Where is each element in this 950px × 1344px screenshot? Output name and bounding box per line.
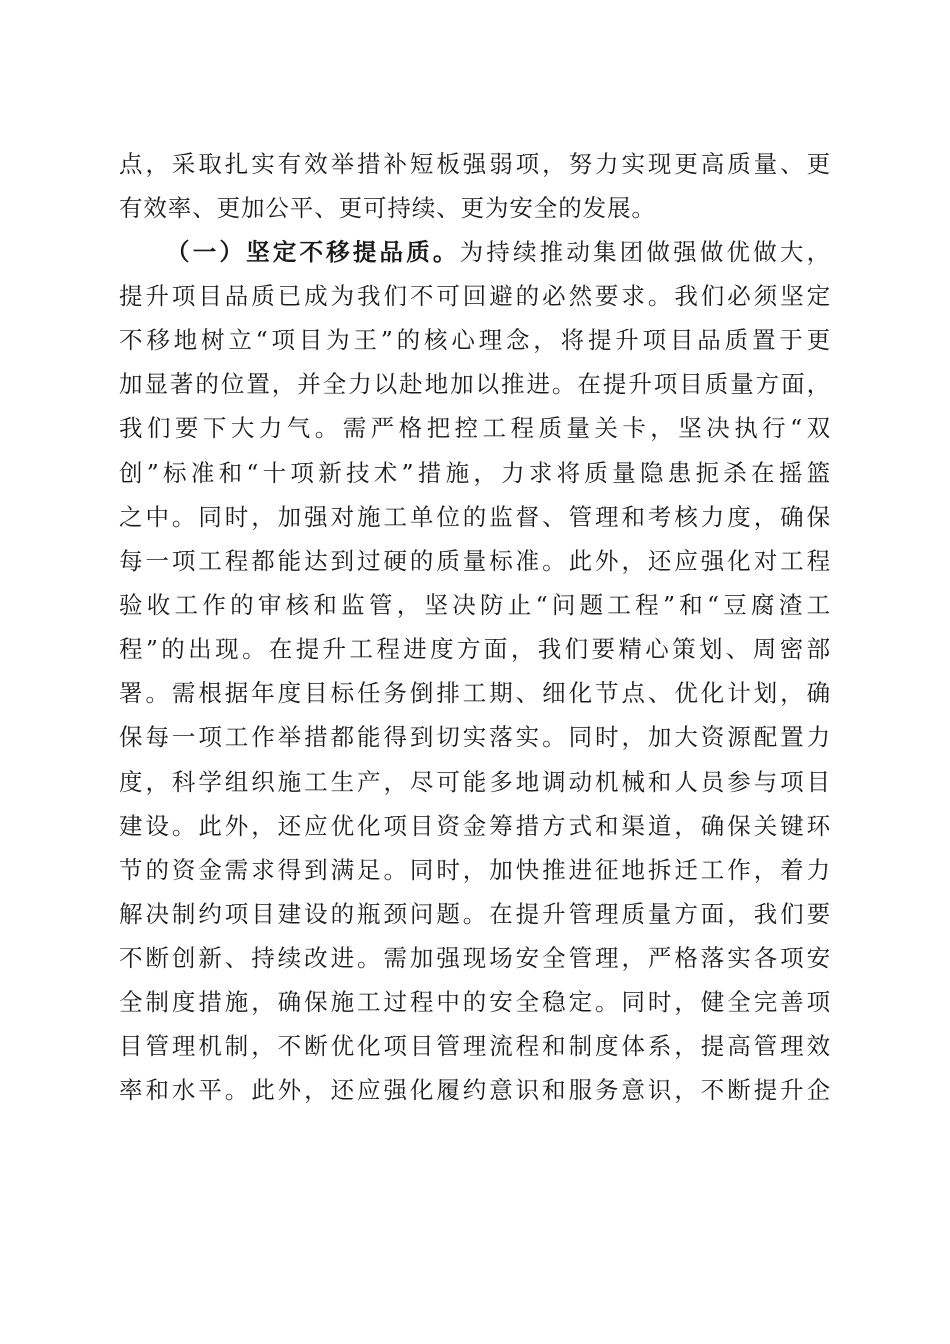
text-line: 全制度措施，确保施工过程中的安全稳定。同时，健全完善项 [119,988,831,1016]
text-line: 创”标准和“十项新技术”措施，力求将质量隐患扼杀在摇篮 [119,459,831,487]
text-line: 度，科学组织施工生产，尽可能多地调动机械和人员参与项目 [119,768,831,796]
section-heading-rest: 为持续推动集团做强做优做大， [459,238,831,266]
text-line: 建设。此外，还应优化项目资金筹措方式和渠道，确保关键环 [119,812,831,840]
text-line: 保每一项工作举措都能得到切实落实。同时，加大资源配置力 [119,723,831,751]
text-line: 我们要下大力气。需严格把控工程质量关卡，坚决执行“双 [119,414,831,442]
text-line: 节的资金需求得到满足。同时，加快推进征地拆迁工作，着力 [119,856,831,884]
text-line: 之中。同时，加强对施工单位的监督、管理和考核力度，确保 [119,503,831,531]
text-line: 提升项目品质已成为我们不可回避的必然要求。我们必须坚定 [119,282,831,310]
text-line: 有效率、更加公平、更可持续、更为安全的发展。 [119,194,656,222]
text-line: 不移地树立“项目为王”的核心理念，将提升项目品质置于更 [119,326,831,354]
text-line: 验收工作的审核和监管，坚决防止“问题工程”和“豆腐渣工 [119,591,831,619]
text-line: 解决制约项目建设的瓶颈问题。在提升管理质量方面，我们要 [119,900,831,928]
text-line: 署。需根据年度目标任务倒排工期、细化节点、优化计划，确 [119,679,831,707]
text-line: 每一项工程都能达到过硬的质量标准。此外，还应强化对工程 [119,547,831,575]
section-heading: （一）坚定不移提品质。 [166,238,460,266]
section-heading-line [166,230,831,274]
text-line: 不断创新、持续改进。需加强现场安全管理，严格落实各项安 [119,944,831,972]
text-line: 加显著的位置，并全力以赴地加以推进。在提升项目质量方面， [119,370,831,398]
text-line: 目管理机制，不断优化项目管理流程和制度体系，提高管理效 [119,1032,831,1060]
text-line: 点，采取扎实有效举措补短板强弱项，努力实现更高质量、更 [119,150,831,178]
text-line: 率和水平。此外，还应强化履约意识和服务意识，不断提升企 [119,1076,831,1104]
text-line: 程”的出现。在提升工程进度方面，我们要精心策划、周密部 [119,635,831,663]
